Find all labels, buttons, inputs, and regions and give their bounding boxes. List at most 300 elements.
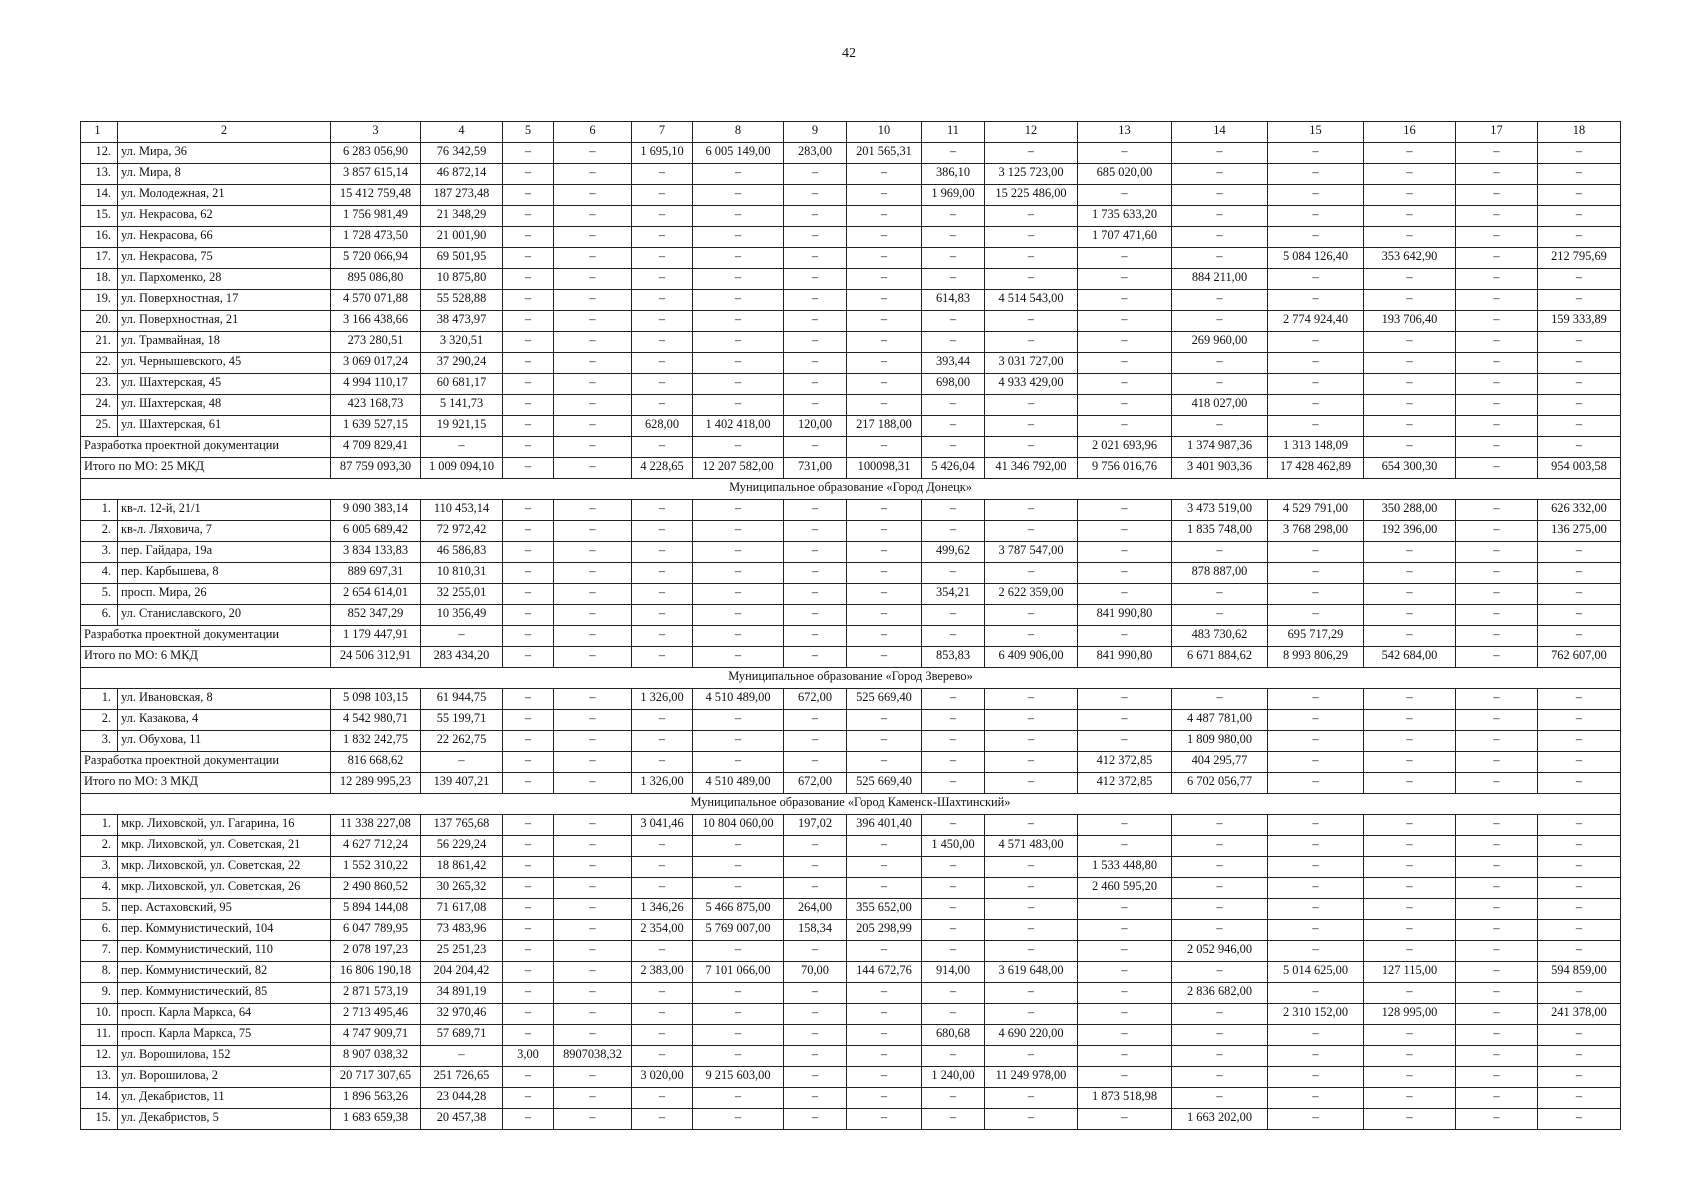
table-cell: – [554, 227, 632, 248]
table-cell: – [1268, 206, 1364, 227]
table-cell: – [554, 815, 632, 836]
table-cell: – [1456, 353, 1538, 374]
table-cell: 9 090 383,14 [331, 500, 421, 521]
table-cell: – [922, 437, 985, 458]
address-cell: ул. Шахтерская, 48 [118, 395, 331, 416]
table-cell: – [784, 332, 847, 353]
table-cell: 614,83 [922, 290, 985, 311]
address-cell: ул. Ворошилова, 2 [118, 1067, 331, 1088]
address-cell: пер. Коммунистический, 85 [118, 983, 331, 1004]
table-cell: – [554, 689, 632, 710]
table-cell: – [503, 983, 554, 1004]
table-cell: – [1078, 332, 1172, 353]
table-cell: – [503, 647, 554, 668]
table-cell: 628,00 [632, 416, 693, 437]
table-cell: 1 346,26 [632, 899, 693, 920]
table-cell: – [503, 395, 554, 416]
table-cell: – [1172, 815, 1268, 836]
address-cell: пер. Гайдара, 19а [118, 542, 331, 563]
table-cell: – [985, 143, 1078, 164]
table-row [81, 983, 1621, 1004]
summary-label: Итого по МО: 6 МКД [81, 647, 331, 668]
table-cell: – [1078, 1046, 1172, 1067]
table-cell: – [693, 731, 784, 752]
table-cell: 72 972,42 [421, 521, 503, 542]
table-cell: – [847, 1046, 922, 1067]
table-cell: – [847, 1025, 922, 1046]
table-cell: – [1172, 1088, 1268, 1109]
table-cell: – [421, 1046, 503, 1067]
table-cell: 264,00 [784, 899, 847, 920]
table-cell: – [1364, 227, 1456, 248]
address-cell: просп. Мира, 26 [118, 584, 331, 605]
table-cell: – [985, 605, 1078, 626]
table-cell: – [554, 395, 632, 416]
table-cell: – [421, 626, 503, 647]
table-cell: – [1364, 920, 1456, 941]
table-cell: – [847, 185, 922, 206]
table-cell: 21 348,29 [421, 206, 503, 227]
table-cell: 241 378,00 [1538, 1004, 1621, 1025]
table-cell: – [922, 563, 985, 584]
table-cell: – [554, 164, 632, 185]
table-cell: – [632, 1046, 693, 1067]
table-cell: – [1364, 605, 1456, 626]
table-cell: – [847, 269, 922, 290]
table-cell: 283,00 [784, 143, 847, 164]
table-cell: – [1456, 1088, 1538, 1109]
table-cell: – [1078, 584, 1172, 605]
table-cell: 273 280,51 [331, 332, 421, 353]
summary-row [81, 437, 1621, 458]
table-row [81, 290, 1621, 311]
table-cell: 2 836 682,00 [1172, 983, 1268, 1004]
table-cell: – [1456, 395, 1538, 416]
table-cell: – [632, 1109, 693, 1130]
table-cell: – [922, 143, 985, 164]
row-number: 6. [81, 920, 118, 941]
table-cell: – [1456, 773, 1538, 794]
table-cell: – [847, 164, 922, 185]
table-cell: – [985, 773, 1078, 794]
column-number-header: 7 [632, 122, 693, 143]
table-cell: – [1456, 185, 1538, 206]
table-cell: 3 041,46 [632, 815, 693, 836]
table-cell: 55 528,88 [421, 290, 503, 311]
table-cell: – [632, 626, 693, 647]
table-cell: – [693, 710, 784, 731]
table-cell: 4 994 110,17 [331, 374, 421, 395]
table-cell: – [847, 437, 922, 458]
table-row [81, 143, 1621, 164]
table-cell: – [1456, 437, 1538, 458]
table-cell: – [1078, 920, 1172, 941]
table-cell: – [1078, 1067, 1172, 1088]
table-cell: – [985, 878, 1078, 899]
table-cell: – [554, 773, 632, 794]
table-cell: – [784, 500, 847, 521]
section-title: Муниципальное образование «Город Каменск-Шахтинский» [81, 794, 1621, 815]
table-cell: – [847, 542, 922, 563]
table-cell: – [1172, 416, 1268, 437]
table-cell: – [784, 521, 847, 542]
table-cell: – [1172, 290, 1268, 311]
table-cell: 38 473,97 [421, 311, 503, 332]
table-cell: 5 720 066,94 [331, 248, 421, 269]
table-cell: 841 990,80 [1078, 605, 1172, 626]
table-cell: 3 857 615,14 [331, 164, 421, 185]
table-cell: – [1456, 143, 1538, 164]
table-cell: – [1538, 437, 1621, 458]
table-cell: – [693, 542, 784, 563]
table-cell: – [503, 731, 554, 752]
table-cell: – [554, 185, 632, 206]
table-cell: – [554, 458, 632, 479]
table-cell: – [693, 584, 784, 605]
table-cell: 1 873 518,98 [1078, 1088, 1172, 1109]
table-cell: – [985, 500, 1078, 521]
table-cell: – [693, 1088, 784, 1109]
table-cell: 525 669,40 [847, 689, 922, 710]
table-cell: – [784, 185, 847, 206]
table-cell: – [1456, 542, 1538, 563]
table-cell: 1 009 094,10 [421, 458, 503, 479]
table-cell: – [632, 857, 693, 878]
table-cell: 1 756 981,49 [331, 206, 421, 227]
table-cell: – [784, 437, 847, 458]
table-row [81, 416, 1621, 437]
row-number: 7. [81, 941, 118, 962]
table-cell: – [693, 878, 784, 899]
table-cell: 32 970,46 [421, 1004, 503, 1025]
table-cell: – [693, 395, 784, 416]
table-cell: – [847, 290, 922, 311]
table-cell: – [632, 269, 693, 290]
table-cell: 5 426,04 [922, 458, 985, 479]
table-cell: – [1268, 1109, 1364, 1130]
table-cell: – [693, 1004, 784, 1025]
table-cell: – [503, 521, 554, 542]
table-cell: – [1364, 899, 1456, 920]
row-number: 24. [81, 395, 118, 416]
table-cell: – [632, 395, 693, 416]
table-cell: – [693, 626, 784, 647]
table-cell: – [503, 332, 554, 353]
table-cell: 1 450,00 [922, 836, 985, 857]
table-cell: – [847, 983, 922, 1004]
table-cell: 4 747 909,71 [331, 1025, 421, 1046]
address-cell: ул. Некрасова, 62 [118, 206, 331, 227]
table-cell: – [847, 1067, 922, 1088]
table-cell: – [922, 983, 985, 1004]
table-cell: – [632, 941, 693, 962]
table-cell: – [554, 248, 632, 269]
table-cell: – [632, 836, 693, 857]
table-cell: – [847, 647, 922, 668]
table-cell: 19 921,15 [421, 416, 503, 437]
table-cell: – [847, 941, 922, 962]
table-cell: – [985, 521, 1078, 542]
column-number-header: 2 [118, 122, 331, 143]
table-cell: 5 098 103,15 [331, 689, 421, 710]
table-cell: – [1268, 416, 1364, 437]
table-row [81, 269, 1621, 290]
table-cell: 1 683 659,38 [331, 1109, 421, 1130]
table-cell: – [1538, 941, 1621, 962]
table-cell: – [1456, 752, 1538, 773]
row-number: 2. [81, 521, 118, 542]
address-cell: ул. Обухова, 11 [118, 731, 331, 752]
table-cell: 2 078 197,23 [331, 941, 421, 962]
table-cell: 6 283 056,90 [331, 143, 421, 164]
table-row [81, 710, 1621, 731]
row-number: 2. [81, 836, 118, 857]
row-number: 5. [81, 899, 118, 920]
table-cell: – [1364, 374, 1456, 395]
address-cell: ул. Мира, 36 [118, 143, 331, 164]
table-cell: 841 990,80 [1078, 647, 1172, 668]
table-cell: 139 407,21 [421, 773, 503, 794]
table-cell: – [847, 248, 922, 269]
table-cell: – [922, 227, 985, 248]
table-cell: – [784, 1046, 847, 1067]
table-cell: – [784, 584, 847, 605]
table-cell: – [1078, 1004, 1172, 1025]
table-cell: 626 332,00 [1538, 500, 1621, 521]
table-cell: – [922, 248, 985, 269]
table-cell: – [554, 542, 632, 563]
table-cell: – [784, 563, 847, 584]
table-cell: – [554, 143, 632, 164]
table-cell: 423 168,73 [331, 395, 421, 416]
table-cell: – [693, 374, 784, 395]
table-cell: – [693, 332, 784, 353]
table-cell: – [1078, 1109, 1172, 1130]
table-cell: – [1364, 290, 1456, 311]
table-cell: – [922, 311, 985, 332]
table-cell: 32 255,01 [421, 584, 503, 605]
table-cell: 2 490 860,52 [331, 878, 421, 899]
address-cell: пер. Коммунистический, 104 [118, 920, 331, 941]
table-cell: – [922, 269, 985, 290]
table-cell: – [1078, 941, 1172, 962]
table-cell: – [1268, 605, 1364, 626]
row-number: 3. [81, 731, 118, 752]
table-cell: – [1172, 962, 1268, 983]
table-cell: – [1172, 143, 1268, 164]
table-cell: – [1456, 983, 1538, 1004]
table-cell: – [1456, 605, 1538, 626]
table-cell: – [922, 1109, 985, 1130]
table-cell: 30 265,32 [421, 878, 503, 899]
table-cell: – [1364, 395, 1456, 416]
table-row [81, 185, 1621, 206]
address-cell: пер. Коммунистический, 82 [118, 962, 331, 983]
table-cell: – [1172, 584, 1268, 605]
table-cell: – [922, 815, 985, 836]
table-cell: – [693, 353, 784, 374]
table-cell: – [1538, 563, 1621, 584]
table-cell: 731,00 [784, 458, 847, 479]
table-cell: – [632, 584, 693, 605]
table-cell: – [1456, 500, 1538, 521]
table-cell: – [632, 227, 693, 248]
table-cell: – [632, 731, 693, 752]
table-cell: 10 804 060,00 [693, 815, 784, 836]
table-cell: – [554, 752, 632, 773]
table-cell: – [1268, 941, 1364, 962]
table-cell: – [1364, 1046, 1456, 1067]
table-cell: – [503, 1109, 554, 1130]
table-cell: – [554, 332, 632, 353]
table-cell: – [1538, 206, 1621, 227]
table-cell: – [554, 836, 632, 857]
table-cell: 396 401,40 [847, 815, 922, 836]
table-cell: – [693, 857, 784, 878]
table-cell: – [1538, 773, 1621, 794]
table-cell: 8 993 806,29 [1268, 647, 1364, 668]
table-cell: – [847, 521, 922, 542]
table-cell: – [554, 878, 632, 899]
table-cell: 3 069 017,24 [331, 353, 421, 374]
table-cell: – [784, 1004, 847, 1025]
table-cell: – [1456, 962, 1538, 983]
table-cell: 1 240,00 [922, 1067, 985, 1088]
table-cell: – [554, 374, 632, 395]
table-cell: – [784, 731, 847, 752]
table-row [81, 584, 1621, 605]
table-cell: 136 275,00 [1538, 521, 1621, 542]
table-cell: – [985, 1004, 1078, 1025]
table-row [81, 1025, 1621, 1046]
table-cell: – [1538, 584, 1621, 605]
table-cell: 1 695,10 [632, 143, 693, 164]
table-cell: 23 044,28 [421, 1088, 503, 1109]
table-cell: – [784, 353, 847, 374]
table-cell: – [693, 563, 784, 584]
table-cell: – [985, 752, 1078, 773]
table-cell: 187 273,48 [421, 185, 503, 206]
table-cell: – [632, 1088, 693, 1109]
table-cell: 412 372,85 [1078, 773, 1172, 794]
table-cell: – [1364, 1067, 1456, 1088]
table-cell: – [784, 626, 847, 647]
table-cell: – [784, 605, 847, 626]
table-cell: – [1456, 1046, 1538, 1067]
table-cell: 1 533 448,80 [1078, 857, 1172, 878]
table-cell: – [503, 164, 554, 185]
table-cell: – [1268, 752, 1364, 773]
address-cell: ул. Шахтерская, 61 [118, 416, 331, 437]
table-row [81, 563, 1621, 584]
program-table [80, 121, 1621, 1130]
table-cell: – [1538, 269, 1621, 290]
table-cell: – [784, 1025, 847, 1046]
summary-label: Разработка проектной документации [81, 626, 331, 647]
table-cell: 1 402 418,00 [693, 416, 784, 437]
table-cell: – [1538, 899, 1621, 920]
table-row [81, 689, 1621, 710]
table-cell: – [1172, 374, 1268, 395]
table-cell: 283 434,20 [421, 647, 503, 668]
table-cell: 2 622 359,00 [985, 584, 1078, 605]
table-cell: – [1538, 332, 1621, 353]
table-cell: – [554, 962, 632, 983]
table-cell: – [1172, 689, 1268, 710]
address-cell: пер. Карбышева, 8 [118, 563, 331, 584]
table-cell: – [1172, 899, 1268, 920]
table-cell: 212 795,69 [1538, 248, 1621, 269]
table-cell: – [632, 752, 693, 773]
table-cell: – [632, 647, 693, 668]
table-cell: – [847, 1088, 922, 1109]
table-cell: – [1268, 899, 1364, 920]
page-number: 42 [842, 46, 856, 61]
table-cell: 3 020,00 [632, 1067, 693, 1088]
table-cell: – [1364, 626, 1456, 647]
table-cell: – [922, 500, 985, 521]
table-cell: 15 412 759,48 [331, 185, 421, 206]
address-cell: ул. Поверхностная, 17 [118, 290, 331, 311]
row-number: 16. [81, 227, 118, 248]
table-cell: – [1364, 983, 1456, 1004]
table-cell: – [1172, 836, 1268, 857]
table-row [81, 941, 1621, 962]
row-number: 13. [81, 1067, 118, 1088]
table-cell: – [784, 290, 847, 311]
table-cell: 2 052 946,00 [1172, 941, 1268, 962]
table-cell: 354,21 [922, 584, 985, 605]
column-number-header: 9 [784, 122, 847, 143]
table-cell: – [985, 689, 1078, 710]
table-cell: 76 342,59 [421, 143, 503, 164]
table-cell: – [503, 962, 554, 983]
table-cell: – [503, 1004, 554, 1025]
address-cell: ул. Декабристов, 11 [118, 1088, 331, 1109]
table-cell: – [632, 185, 693, 206]
table-cell: – [503, 500, 554, 521]
table-row [81, 542, 1621, 563]
row-number: 15. [81, 206, 118, 227]
table-cell: – [632, 605, 693, 626]
table-cell: – [1078, 710, 1172, 731]
table-cell: – [554, 437, 632, 458]
table-cell: 2 654 614,01 [331, 584, 421, 605]
table-cell: 56 229,24 [421, 836, 503, 857]
table-cell: – [985, 857, 1078, 878]
table-cell: – [1172, 542, 1268, 563]
address-cell: кв-л. Ляховича, 7 [118, 521, 331, 542]
table-cell: 10 356,49 [421, 605, 503, 626]
row-number: 9. [81, 983, 118, 1004]
table-cell: – [1364, 143, 1456, 164]
table-cell: – [554, 857, 632, 878]
table-cell: – [632, 1025, 693, 1046]
table-cell: 41 346 792,00 [985, 458, 1078, 479]
table-cell: – [847, 353, 922, 374]
table-cell: – [784, 647, 847, 668]
table-cell: – [1172, 857, 1268, 878]
table-cell: – [503, 437, 554, 458]
table-cell: – [847, 374, 922, 395]
table-body [81, 122, 1621, 1130]
table-cell: – [1538, 878, 1621, 899]
table-cell: – [1078, 416, 1172, 437]
table-row [81, 836, 1621, 857]
table-cell: – [922, 689, 985, 710]
table-cell: – [503, 290, 554, 311]
table-cell: – [503, 374, 554, 395]
